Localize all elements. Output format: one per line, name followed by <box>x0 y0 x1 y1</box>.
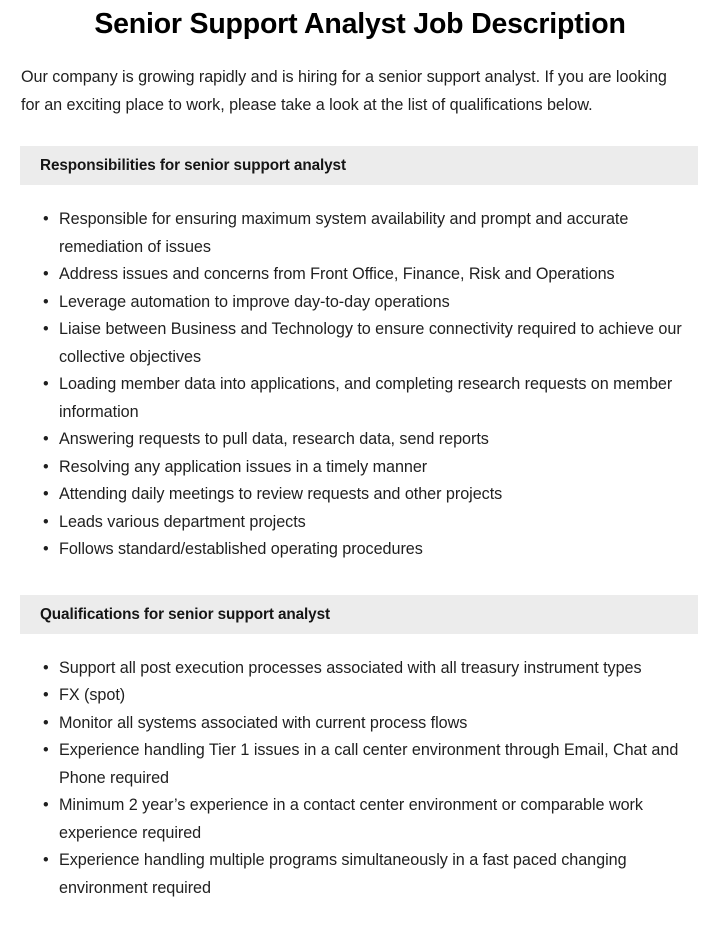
bullet-icon: • <box>43 210 49 228</box>
list-item-text: Answering requests to pull data, research data, send reports <box>59 430 489 448</box>
section-heading-label: Responsibilities for senior support analyst <box>40 157 346 174</box>
list-item <box>0 682 698 710</box>
list-item <box>0 454 698 482</box>
responsibilities-list <box>0 185 720 564</box>
list-item-text: Responsible for ensuring maximum system availability and prompt and accurate remediation of issues <box>59 210 629 256</box>
bullet-icon: • <box>43 540 49 558</box>
list-item <box>0 426 698 454</box>
intro-paragraph: Our company is growing rapidly and is hiring for a senior support analyst. If you are looking for an exciting place to work, please take a look at the list of qualifications below. <box>21 68 667 114</box>
list-item-text: Minimum 2 year’s experience in a contact center environment or comparable work experience required <box>59 796 643 842</box>
bullet-icon: • <box>43 658 49 677</box>
list-item <box>0 655 698 683</box>
bullet-icon: • <box>43 851 49 869</box>
bullet-icon: • <box>43 512 49 531</box>
list-item-text: Experience handling multiple programs simultaneously in a fast paced changing environment required <box>59 851 627 897</box>
bullet-icon: • <box>43 713 49 732</box>
bullet-icon: • <box>43 265 49 283</box>
section-header-responsibilities <box>20 146 698 185</box>
section-header-qualifications <box>20 595 698 634</box>
list-item-text: Leads various department projects <box>59 512 306 531</box>
section-responsibilities <box>0 146 720 564</box>
list-item <box>0 737 698 792</box>
bullet-icon: • <box>43 686 49 704</box>
list-item-text: Support all post execution processes associated with all treasury instrument types <box>59 658 642 677</box>
list-item <box>0 371 698 426</box>
list-item-text: Resolving any application issues in a timely manner <box>59 457 428 476</box>
list-item <box>0 289 698 317</box>
section-heading-label: Qualifications for senior support analyst <box>40 605 330 623</box>
list-item-text: Experience handling Tier 1 issues in a call center environment through Email, Chat and Phone required <box>59 741 679 787</box>
list-item <box>0 710 698 738</box>
list-item-text: Monitor all systems associated with current process flows <box>59 713 468 732</box>
list-item-text: Loading member data into applications, and completing research requests on member information <box>59 375 673 421</box>
bullet-icon: • <box>43 320 49 338</box>
bullet-icon: • <box>43 457 49 476</box>
bullet-icon: • <box>43 292 49 311</box>
list-item <box>0 792 698 847</box>
list-item <box>0 509 698 537</box>
list-item <box>0 261 698 289</box>
list-item <box>0 316 698 371</box>
bullet-icon: • <box>43 741 49 759</box>
list-item <box>0 481 698 509</box>
section-qualifications <box>0 595 720 903</box>
list-item-text: Leverage automation to improve day-to-day operations <box>59 292 450 311</box>
bullet-icon: • <box>43 485 49 503</box>
list-item-text: Liaise between Business and Technology to ensure connectivity required to achieve our collective objectives <box>59 320 682 366</box>
list-item <box>0 206 698 261</box>
bullet-icon: • <box>43 796 49 814</box>
qualifications-list <box>0 634 720 903</box>
list-item <box>0 847 698 902</box>
list-item-text: FX (spot) <box>59 686 126 704</box>
bullet-icon: • <box>43 430 49 448</box>
bullet-icon: • <box>43 375 49 393</box>
page-title: Senior Support Analyst Job Description <box>94 8 626 40</box>
list-item-text: Attending daily meetings to review requests and other projects <box>59 485 503 503</box>
list-item-text: Follows standard/established operating procedures <box>59 540 423 558</box>
list-item <box>0 536 698 564</box>
list-item-text: Address issues and concerns from Front Office, Finance, Risk and Operations <box>59 265 615 283</box>
